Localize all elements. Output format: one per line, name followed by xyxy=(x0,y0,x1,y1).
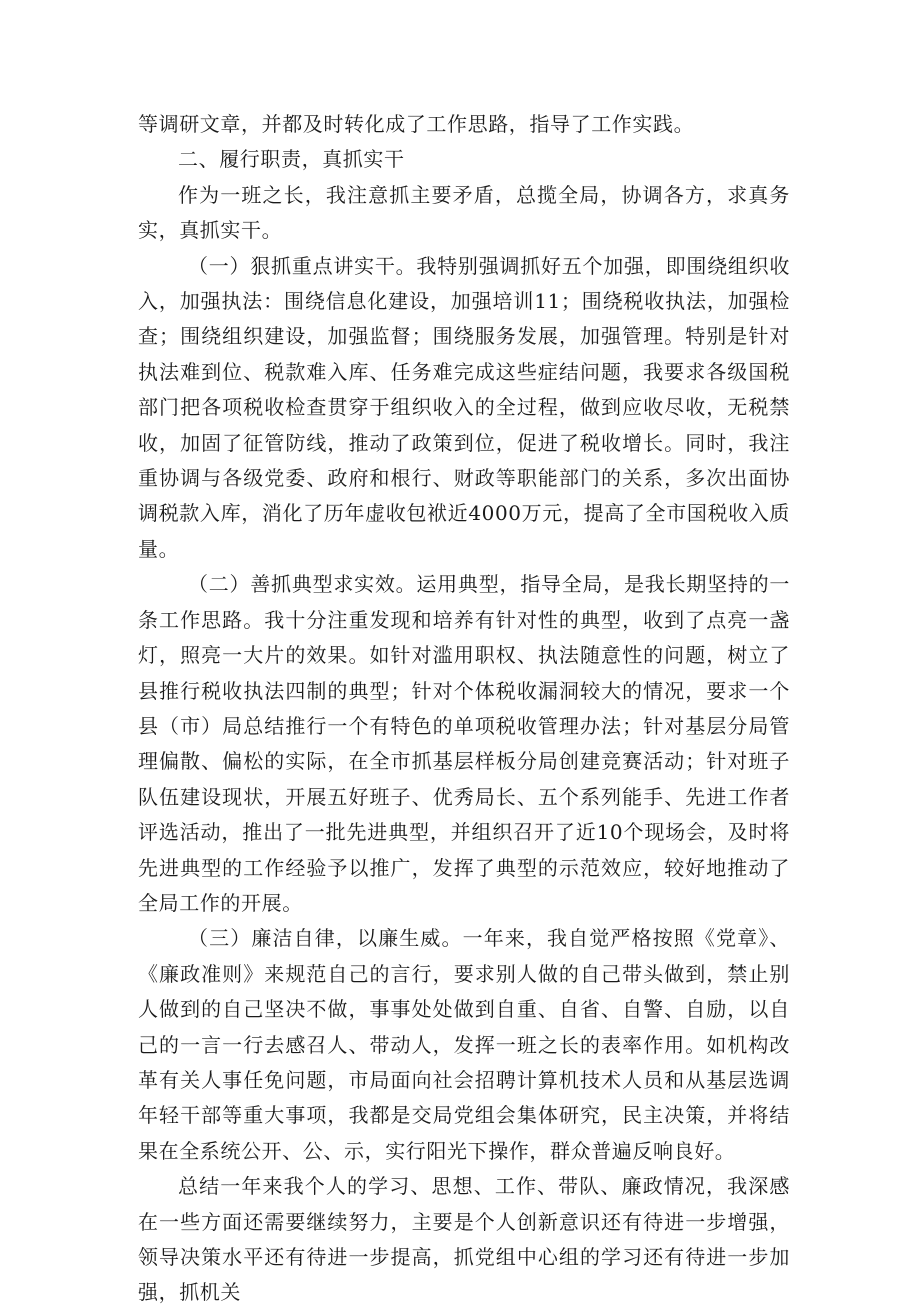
document-body xyxy=(138,107,790,1311)
paragraph-summary: 总结一年来我个人的学习、思想、工作、带队、廉政情况，我深感在一些方面还需要继续努力，主要是个人创新意识还有待进一步增强，领导决策水平还有待进一步提高，抓党组中心组的学习还有待进一步加强，抓机关 xyxy=(138,1174,790,1305)
paragraph-continuation: 等调研文章，并都及时转化成了工作思路，指导了工作实践。 xyxy=(138,112,695,136)
paragraph-intro: 作为一班之长，我注意抓主要矛盾，总揽全局，协调各方，求真务实，真抓实干。 xyxy=(138,182,790,243)
paragraph-item-3: （三）廉洁自律，以廉生威。一年来，我自觉严格按照《党章》、《廉政准则》来规范自己的言行，要求别人做的自己带头做到，禁止别人做到的自己坚决不做，事事处处做到自重、自省、自警、自励，以自己的一言一行去感召人、带动人，发挥一班之长的表率作用。如机构改革有关人事任免问题，市局面向社会招聘计算机技术人员和从基层选调年轻干部等重大事项，我都是交局党组会集体研究，民主决策，并将结果在全系统公开、公、示，实行阳光下操作，群众普遍反响良好。 xyxy=(138,926,790,1163)
section-heading: 二、履行职责，真抓实干 xyxy=(178,147,405,172)
paragraph-item-1: （一）狠抓重点讲实干。我特别强调抓好五个加强，即围绕组织收入，加强执法：围绕信息化建设，加强培训11；围绕税收执法，加强检查；围绕组织建设，加强监督；围绕服务发展，加强管理。特别是针对执法难到位、税款难入库、任务难完成这些症结问题，我要求各级国税部门把各项税收检查贯穿于组织收入的全过程，做到应收尽收，无税禁收，加固了征管防线，推动了政策到位，促进了税收增长。同时，我注重协调与各级党委、政府和根行、财政等职能部门的关系，多次出面协调税款入库，消化了历年虚收包袱近4000万元，提高了全市国税收入质量。 xyxy=(138,253,790,561)
paragraph-item-2: （二）善抓典型求实效。运用典型，指导全局，是我长期坚持的一条工作思路。我十分注重发现和培养有针对性的典型，收到了点亮一盏灯，照亮一大片的效果。如针对滥用职权、执法随意性的问题，树立了县推行税收执法四制的典型；针对个体税收漏洞较大的情况，要求一个县（市）局总结推行一个有特色的单项税收管理办法；针对基层分局管理偏散、偏松的实际，在全市抓基层样板分局创建竞赛活动；针对班子队伍建设现状，开展五好班子、优秀局长、五个系列能手、先进工作者评选活动，推出了一批先进典型，并组织召开了近10个现场会，及时将先进典型的工作经验予以推广，发挥了典型的示范效应，较好地推动了全局工作的开展。 xyxy=(138,572,790,915)
